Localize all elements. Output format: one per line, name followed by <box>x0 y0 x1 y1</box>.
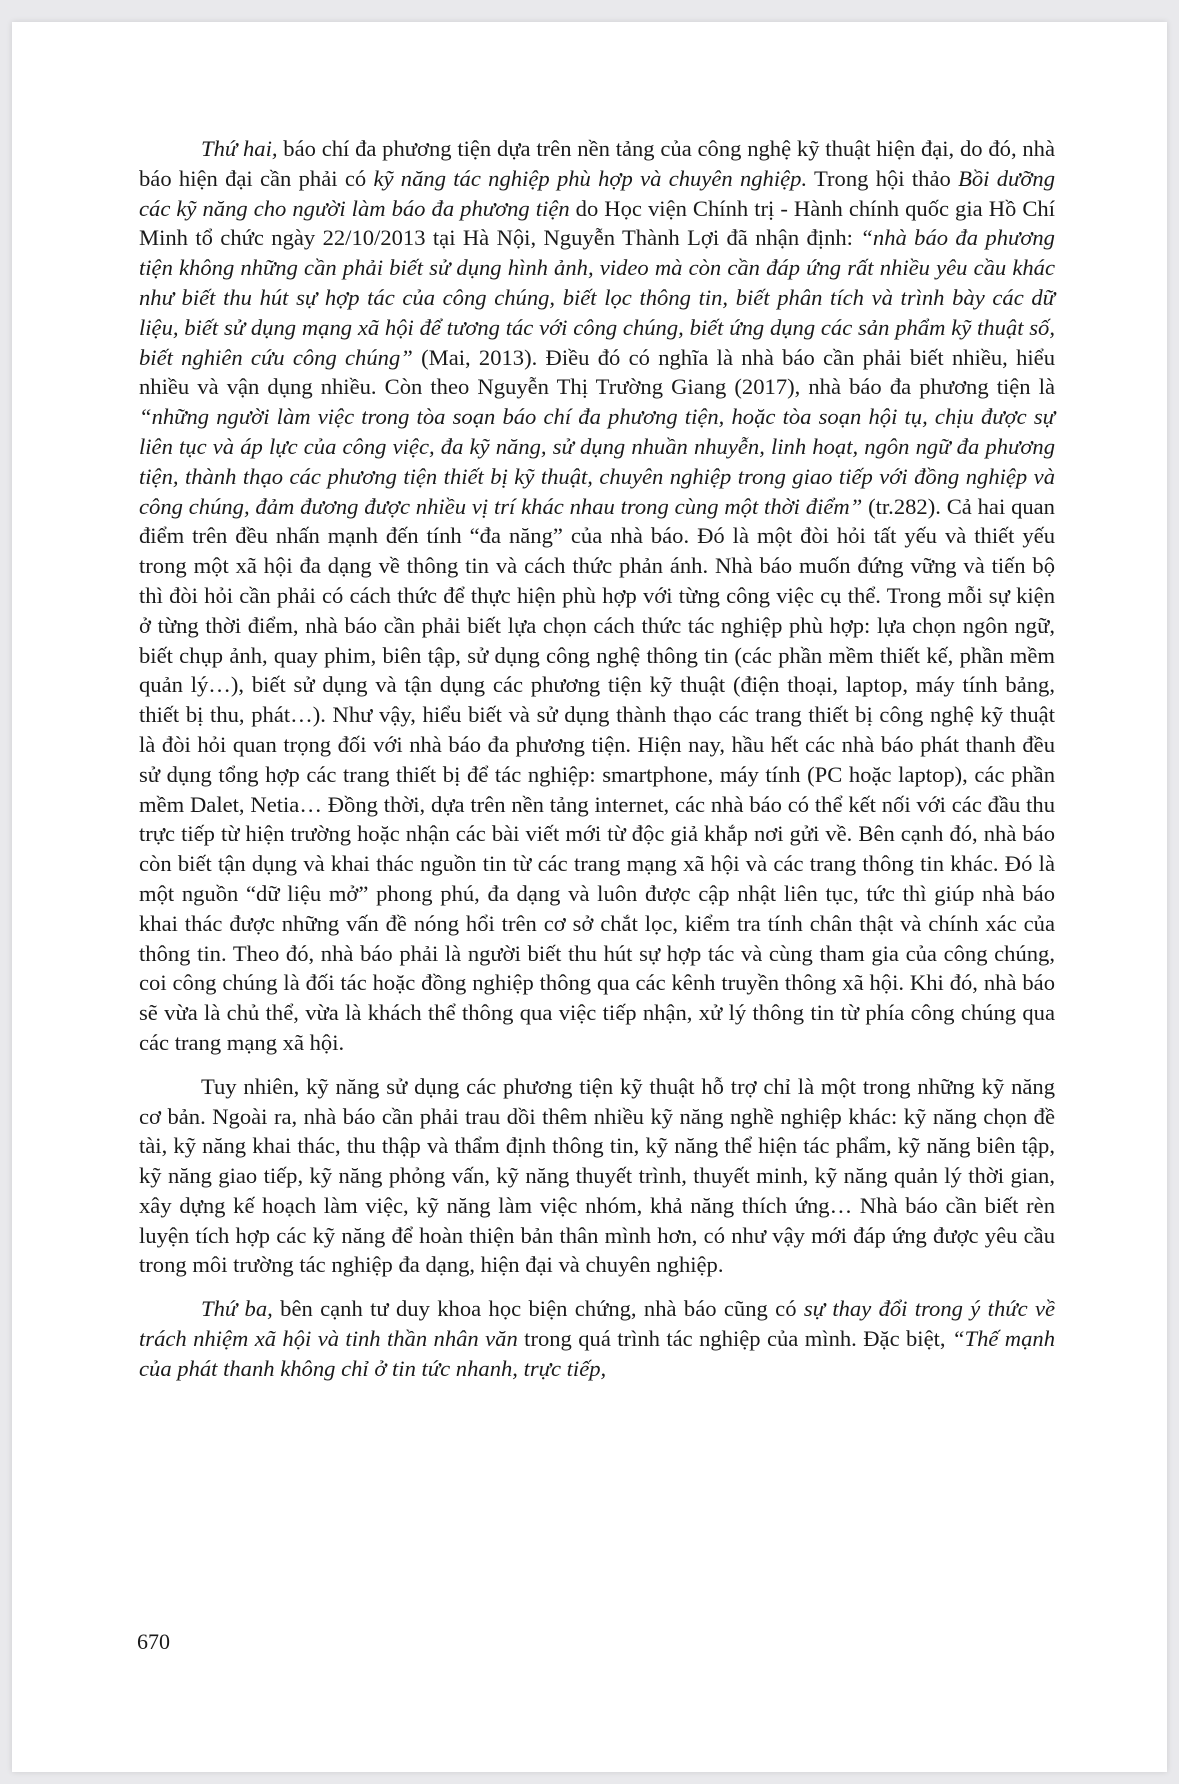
paragraph-3 <box>139 1294 1055 1383</box>
italic-run: sự thay đổi trong ý thức về trách nhiệm xã hội và tinh thần nhân văn <box>139 1296 1056 1352</box>
text-run: Trong hội thảo <box>807 165 959 191</box>
italic-run: “những người làm việc trong tòa soạn báo chí đa phương tiện, hoặc tòa soạn hội tụ, chịu được sự liên tục và áp lực của công việc, đa kỹ năng, sử dụng nhuần nhuyễn, linh hoạt, ngôn ngữ đa phương tiện, thành thạo các phương tiện thiết bị kỹ thuật, chuyên nghiệp trong giao tiếp với đồng nghiệp và công chúng, đảm đương được nhiều vị trí khác nhau trong cùng một thời điểm” <box>139 404 1055 519</box>
text-run: trong quá trình tác nghiệp của mình. Đặc biệt, <box>517 1326 952 1352</box>
body-text <box>139 134 1055 1384</box>
italic-run: Bồi dưỡng các kỹ năng cho người làm báo đa phương tiện <box>139 165 1056 221</box>
italic-run: “nhà báo đa phương tiện không những cần phải biết sử dụng hình ảnh, video mà còn cần đáp ứng rất nhiều yêu cầu khác như biết thu hút sự hợp tác của công chúng, biết lọc thông tin, biết phân tích và trình bày các dữ liệu, biết sử dụng mạng xã hội để tương tác với công chúng, biết ứng dụng các sản phẩm kỹ thuật số, biết nghiên cứu công chúng” <box>139 225 1055 370</box>
document-page <box>12 22 1167 1772</box>
paragraph-2 <box>139 1072 1055 1281</box>
text-run: Tuy nhiên, kỹ năng sử dụng các phương tiện kỹ thuật hỗ trợ chỉ là một trong những kỹ năng cơ bản. Ngoài ra, nhà báo cần phải trau dồi thêm nhiều kỹ năng nghề nghiệp khác: kỹ năng chọn đề tài, kỹ năng khai thác, thu thập và thẩm định thông tin, kỹ năng thể hiện tác phẩm, kỹ năng biên tập, kỹ năng giao tiếp, kỹ năng phỏng vấn, kỹ năng thuyết trình, thuyết minh, kỹ năng quản lý thời gian, xây dựng kế hoạch làm việc, kỹ năng làm việc nhóm, khả năng thích ứng… Nhà báo cần biết rèn luyện tích hợp các kỹ năng để hoàn thiện bản thân mình hơn, có như vậy mới đáp ứng được yêu cầu trong môi trường tác nghiệp đa dạng, hiện đại và chuyên nghiệp. <box>139 1073 1055 1278</box>
italic-run: Thứ ba, <box>201 1296 273 1322</box>
italic-run: Thứ hai, <box>201 136 278 161</box>
page-number: 670 <box>137 1629 170 1654</box>
text-run: bên cạnh tư duy khoa học biện chứng, nhà báo cũng có <box>272 1296 804 1322</box>
text-run: (tr.282). Cả hai quan điểm trên đều nhấn mạnh đến tính “đa năng” của nhà báo. Đó là một đòi hỏi tất yếu và thiết yếu trong một xã hội đa dạng về thông tin và cách thức phản ánh. Nhà báo muốn đứng vững và tiến bộ thì đòi hỏi cần phải có cách thức để thực hiện phù hợp với từng công việc cụ thể. Trong mỗi sự kiện ở từng thời điểm, nhà báo cần phải biết lựa chọn cách thức tác nghiệp phù hợp: lựa chọn ngôn ngữ, biết chụp ảnh, quay phim, biên tập, sử dụng công nghệ thông tin (các phần mềm thiết kế, phần mềm quản lý…), biết sử dụng và tận dụng các phương tiện kỹ thuật (điện thoại, laptop, máy tính bảng, thiết bị thu, phát…). Như vậy, hiểu biết và sử dụng thành thạo các trang thiết bị công nghệ kỹ thuật là đòi hỏi quan trọng đối với nhà báo đa phương tiện. Hiện nay, hầu hết các nhà báo phát thanh đều sử dụng tổng hợp các trang thiết bị để tác nghiệp: smartphone, máy tính (PC hoặc laptop), các phần mềm Dalet, Netia… Đồng thời, dựa trên nền tảng internet, các nhà báo có thể kết nối với các đầu thu trực tiếp từ hiện trường hoặc nhận các bài viết mới từ độc giả khắp nơi gửi về. Bên cạnh đó, nhà báo còn biết tận dụng và khai thác nguồn tin từ các trang mạng xã hội và các trang thông tin khác. Đó là một nguồn “dữ liệu mở” phong phú, đa dạng và luôn được cập nhật liên tục, tức thì giúp nhà báo khai thác được những vấn đề nóng hổi trên cơ sở chắt lọc, kiểm tra tính chân thật và chính xác của thông tin. Theo đó, nhà báo phải là người biết thu hút sự hợp tác và cùng tham gia của công chúng, coi công chúng là đối tác hoặc đồng nghiệp thông qua các kênh truyền thông xã hội. Khi đó, nhà báo sẽ vừa là chủ thể, vừa là khách thể thông qua việc tiếp nhận, xử lý thông tin từ phía công chúng qua các trang mạng xã hội. <box>139 493 1055 1055</box>
text-run: (Mai, 2013). Điều đó có nghĩa là nhà báo cần phải biết nhiều, hiểu nhiều và vận dụng nhiều. Còn theo Nguyễn Thị Trường Giang (2017), nhà báo đa phương tiện là <box>139 344 1055 400</box>
paragraph-1 <box>139 134 1055 1058</box>
text-run: do Học viện Chính trị - Hành chính quốc gia Hồ Chí Minh tổ chức ngày 22/10/2013 tại Hà Nội, Nguyễn Thành Lợi đã nhận định: <box>139 195 1055 251</box>
italic-run: kỹ năng tác nghiệp phù hợp và chuyên nghiệp. <box>373 165 808 191</box>
italic-run: “Thế mạnh của phát thanh không chỉ ở tin tức nhanh, trực tiếp, <box>139 1326 1056 1381</box>
text-run: báo chí đa phương tiện dựa trên nền tảng của công nghệ kỹ thuật hiện đại, do đó, nhà báo hiện đại cần phải có <box>139 136 1055 191</box>
